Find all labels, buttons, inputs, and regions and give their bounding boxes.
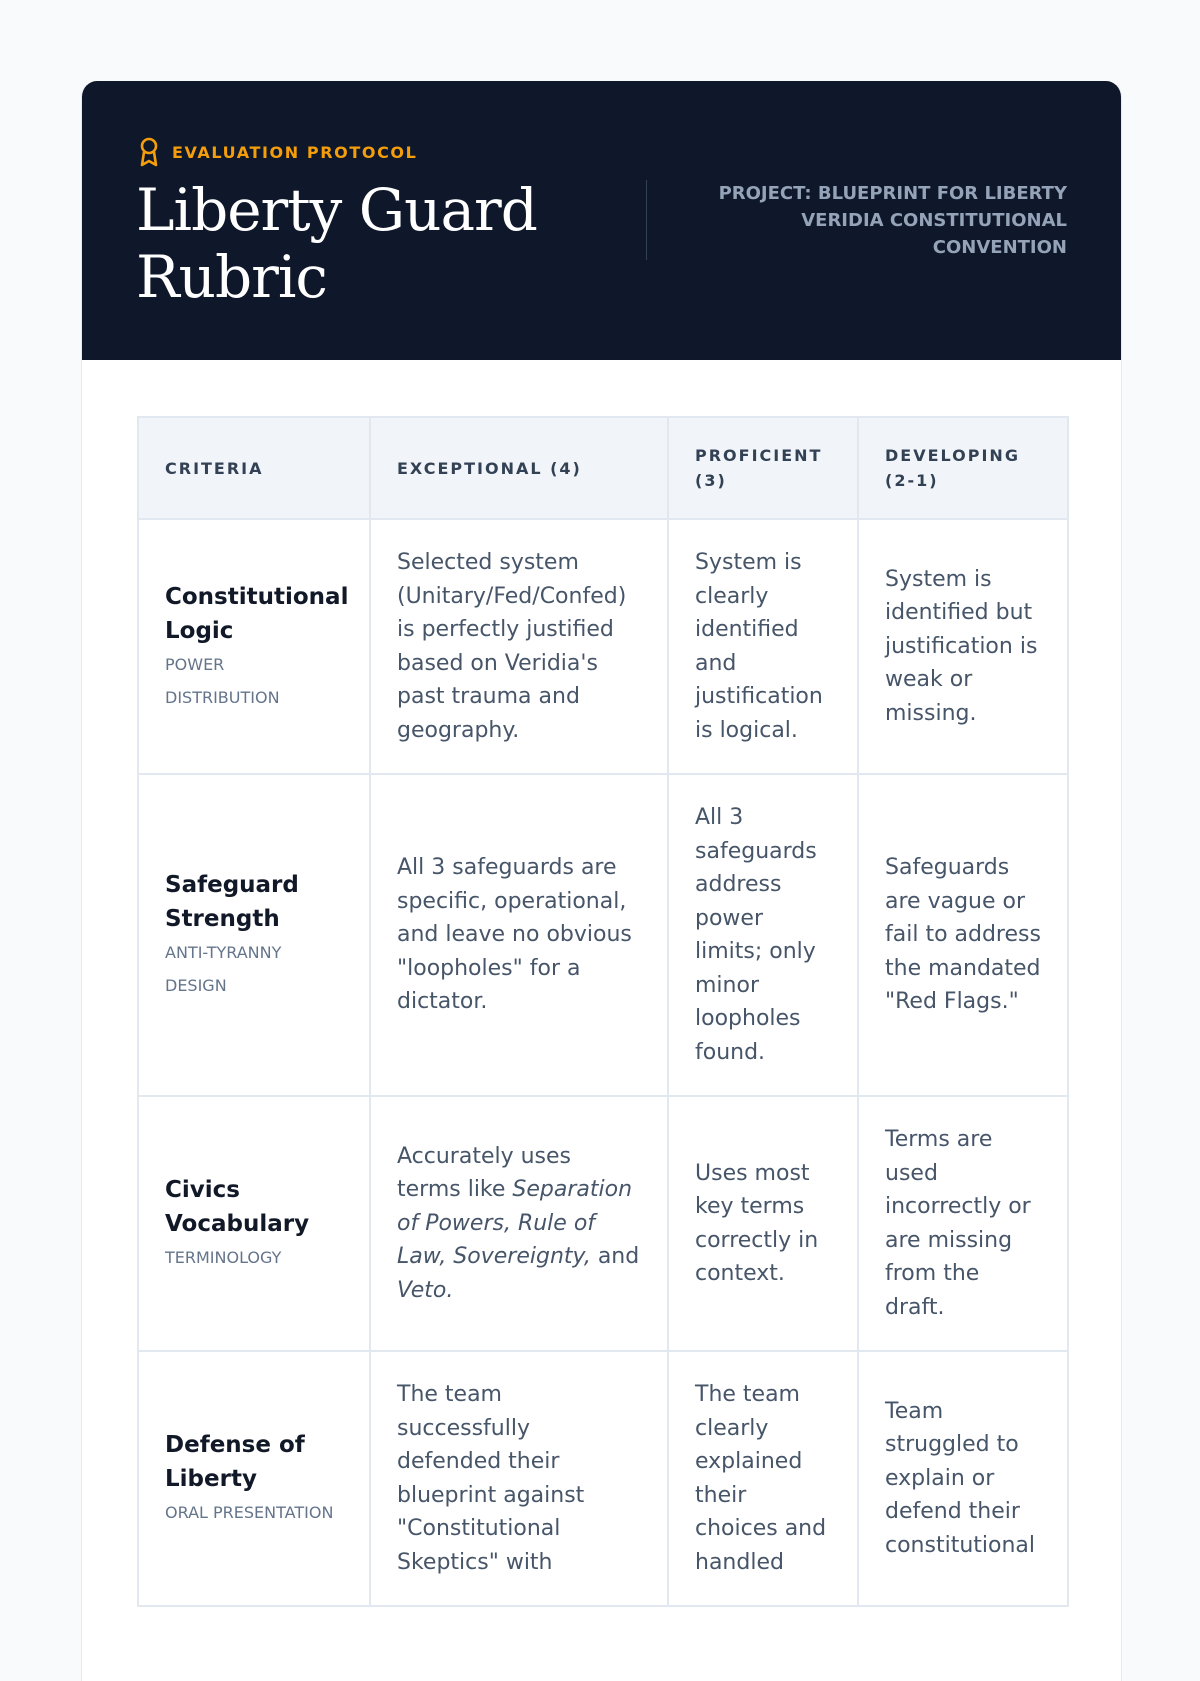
criteria-cell [138,519,370,774]
column-header-developing: DEVELOPING (2-1) [858,417,1068,519]
proficient-cell: System is clearly identified and justification is logical. [668,519,858,774]
project-line: CONVENTION [932,237,1067,258]
criteria-subtitle: ANTI-TYRANNY DESIGN [165,943,282,995]
exceptional-cell: All 3 safeguards are specific, operational, and leave no obvious "loopholes" for a dictator. [370,774,668,1096]
table-row [138,774,1068,1096]
column-header-proficient: PROFICIENT (3) [668,417,858,519]
exceptional-cell: Selected system (Unitary/Fed/Confed) is perfectly justified based on Veridia's past trauma and geography. [370,519,668,774]
criteria-name: Civics Vocabulary [165,1177,310,1237]
developing-cell: Safeguards are vague or fail to address the mandated "Red Flags." [858,774,1068,1096]
key-term-veto: Veto. [397,1277,454,1303]
criteria-subtitle: TERMINOLOGY [165,1248,282,1267]
proficient-cell: All 3 safeguards address power limits; only minor loopholes found. [668,774,858,1096]
exceptional-cell [370,1096,668,1351]
criteria-cell [138,1351,370,1606]
criteria-cell [138,1096,370,1351]
criteria-cell [138,774,370,1096]
criteria-name: Safeguard Strength [165,872,299,932]
project-line: PROJECT: BLUEPRINT FOR LIBERTY [718,183,1067,204]
award-ribbon-icon [138,137,160,167]
exceptional-cell: The team successfully defended their blueprint against "Constitutional Skeptics" with [370,1351,668,1606]
exceptional-text: Accurately uses terms like [397,1143,572,1203]
eyebrow [138,137,417,167]
table-row [138,519,1068,774]
rubric-table [137,416,1069,1607]
header-divider [646,180,647,260]
project-line: VERIDIA CONSTITUTIONAL [801,210,1067,231]
column-header-criteria: CRITERIA [138,417,370,519]
table-row [138,1351,1068,1606]
developing-cell: System is identified but justification is weak or missing. [858,519,1068,774]
proficient-cell: Uses most key terms correctly in context. [668,1096,858,1351]
column-header-exceptional: EXCEPTIONAL (4) [370,417,668,519]
project-info [667,180,1067,261]
table-header-row [138,417,1068,519]
rubric-header [82,81,1121,360]
proficient-cell: The team clearly explained their choices and handled [668,1351,858,1606]
criteria-name: Constitutional Logic [165,583,349,644]
page-title: Liberty Guard Rubric [136,176,537,311]
developing-cell: Terms are used incorrectly or are missing from the draft. [858,1096,1068,1351]
rubric-card [81,81,1122,1681]
exceptional-text: and [590,1244,640,1270]
criteria-subtitle: ORAL PRESENTATION [165,1503,334,1522]
criteria-subtitle: POWER DISTRIBUTION [165,654,280,707]
key-terms: Separation of Powers, Rule of Law, Sovereignty, [397,1177,633,1270]
table-row [138,1096,1068,1351]
criteria-name: Defense of Liberty [165,1432,305,1492]
eyebrow-label: EVALUATION PROTOCOL [172,142,418,162]
developing-cell: Team struggled to explain or defend their constitutional [858,1351,1068,1606]
